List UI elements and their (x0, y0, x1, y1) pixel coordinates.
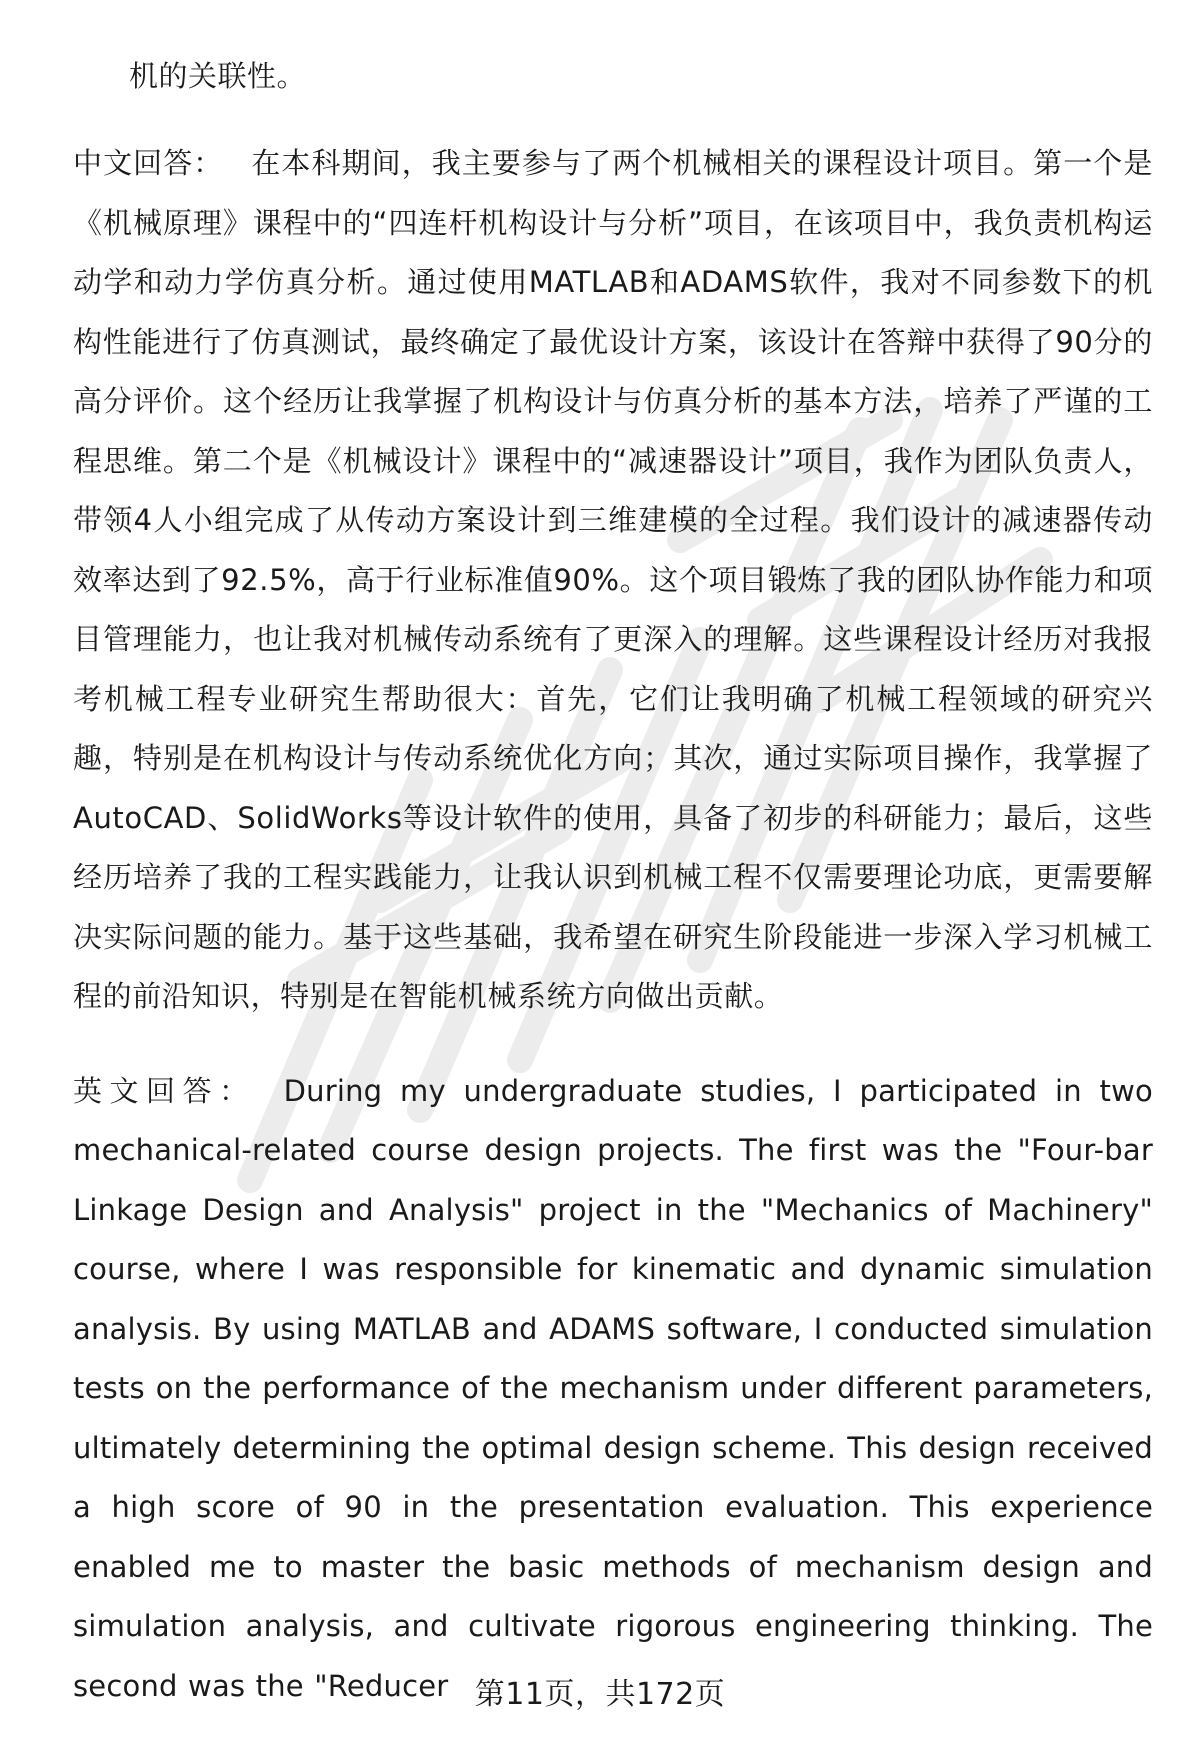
chinese-answer-text: 在本科期间，我主要参与了两个机械相关的课程设计项目。第一个是《机械原理》课程中的“四连杆机构设计与分析”项目，在该项目中，我负责机构运动学和动力学仿真分析。通过使用MATLAB和ADAMS软件，我对不同参数下的机构性能进行了仿真测试，最终确定了最优设计方案，该设计在答辩中获得了90分的高分评价。这个经历让我掌握了机构设计与仿真分析的基本方法，培养了严谨的工程思维。第二个是《机械设计》课程中的“减速器设计”项目，我作为团队负责人，带领4人小组完成了从传动方案设计到三维建模的全过程。我们设计的减速器传动效率达到了92.5%，高于行业标准值90%。这个项目锻炼了我的团队协作能力和项目管理能力，也让我对机械传动系统有了更深入的理解。这些课程设计经历对我报考机械工程专业研究生帮助很大：首先，它们让我明确了机械工程领域的研究兴趣，特别是在机构设计与传动系统优化方向；其次，通过实际项目操作，我掌握了AutoCAD、SolidWorks等设计软件的使用，具备了初步的科研能力；最后，这些经历培养了我的工程实践能力，让我认识到机械工程不仅需要理论功底，更需要解决实际问题的能力。基于这些基础，我希望在研究生阶段能进一步深入学习机械工程的前沿知识，特别是在智能机械系统方向做出贡献。 (73, 146, 1153, 1013)
continued-fragment: 机的关联性。 (129, 59, 307, 93)
chinese-answer-paragraph (73, 134, 1153, 1027)
english-answer-label: 英文回答： (73, 1073, 256, 1108)
english-answer-paragraph (73, 1062, 1153, 1717)
document-body (73, 56, 1153, 1751)
page-number-footer: 第11页，共172页 (474, 1677, 726, 1712)
english-answer-text: During my undergraduate studies, I participated in two mechanical-related course design projects. The first was the "Four-bar Linkage Design and Analysis" project in the "Mechanics of Machinery" course, where I was responsible for kinematic and dynamic simulation analysis. By using MATLAB and ADAMS software, I conducted simulation tests on the performance of the mechanism under different parameters, ultimately determining the optimal design scheme. This design received a high score of 90 in the presentation evaluation. This experience enabled me to master the basic methods of mechanism design and simulation analysis, and cultivate rigorous engineering thinking. The second was the "Reducer (73, 1073, 1153, 1703)
chinese-answer-label: 中文回答： (73, 146, 224, 180)
